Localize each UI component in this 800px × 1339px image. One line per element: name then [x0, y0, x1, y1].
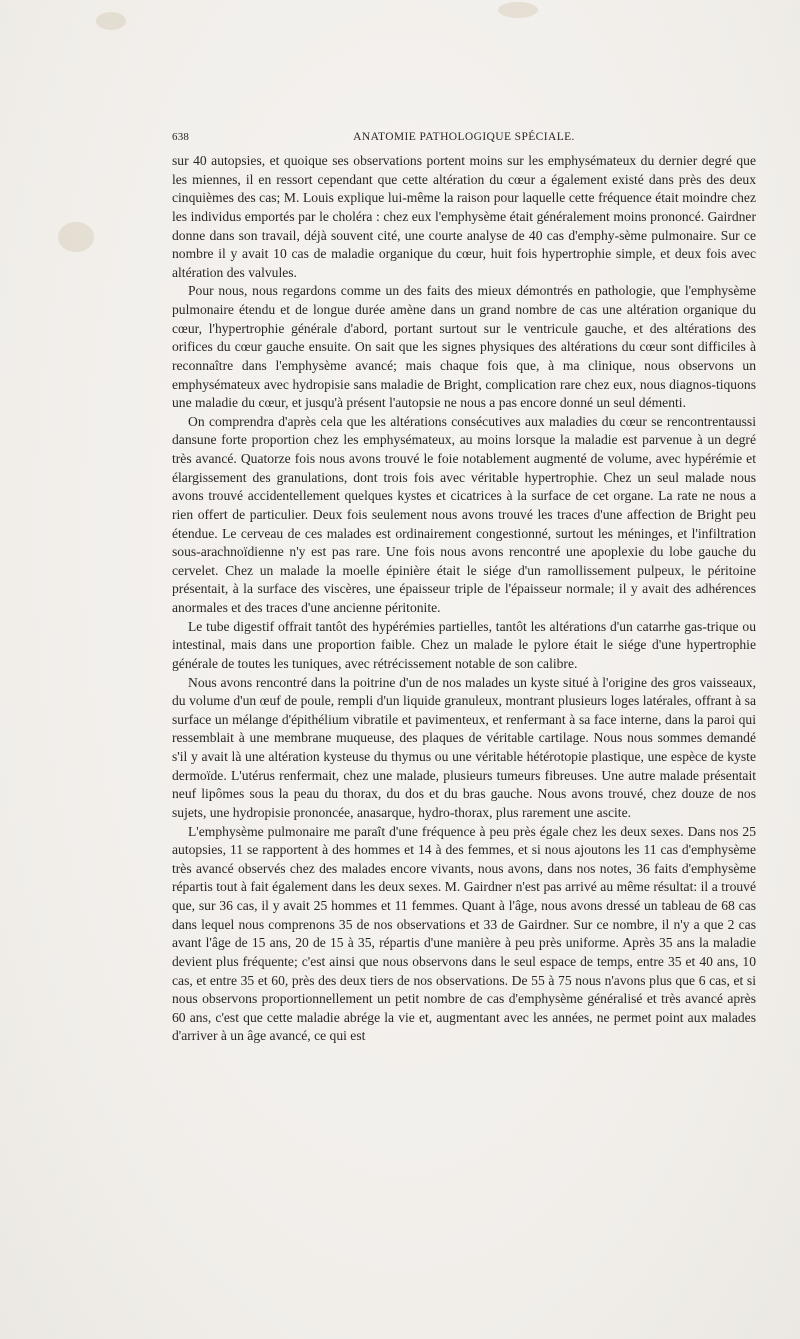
paper-stain: [498, 2, 538, 18]
body-text: [172, 152, 756, 1046]
page-header: [172, 131, 756, 151]
paragraph: Nous avons rencontré dans la poitrine d'un de nos malades un kyste situé à l'origine des gros vaisseaux, du volume d'un œuf de poule, rempli d'un liquide granuleux, montrant plusieurs loges latérales, offrant à sa surface un mélange d'épithélium vibratile et pavimenteux, et renfermant à sa face interne, dans la paroi qui ressemblait à une membrane muqueuse, des plaques de véritable cartilage. Nous nous sommes demandé s'il y avait là une altération kysteuse du thymus ou une véritable hétérotopie plastique, une espèce de kyste dermoïde. L'utérus renfermait, chez une malade, plusieurs tumeurs fibreuses. Une autre malade présentait neuf lipômes sous la peau du thorax, du dos et du bras gauche. Nous avons trouvé, chez douze de nos sujets, une hydropisie prononcée, anasarque, hydro-thorax, plus rarement une ascite.: [172, 674, 756, 820]
paragraph: L'emphysème pulmonaire me paraît d'une fréquence à peu près égale chez les deux sexes. Dans nos 25 autopsies, 11 se rapportent à des hommes et 14 à des femmes, et si nous ajoutons les 11 cas d'emphysème très avancé observés chez des malades encore vivants, nous avons, dans nos notes, 36 faits d'emphysème répartis tout à fait également dans les deux sexes. M. Gairdner n'est pas arrivé au même résultat: il a trouvé que, sur 36 cas, il y avait 25 hommes et 11 femmes. Quant à l'âge, nous avons dressé un tableau de 68 cas dans lequel nous comprenons 35 de nos observations et 33 de Gairdner. Sur ce nombre, il n'y a que 2 cas avant l'âge de 15 ans, 20 de 15 à 35, répartis d'une manière à peu près uniforme. Après 35 ans la maladie devient plus fréquente; c'est ainsi que nous observons dans le seul espace de temps, entre 35 et 40 ans, 10 cas, et entre 35 et 60, près des deux tiers de nos observations. De 55 à 75 nous n'avons plus que 6 cas, et si nous observons proportionnellement un petit nombre de cas d'emphysème généralisé et très avancé après 60 ans, c'est que cette maladie abrége la vie et, augmentant avec les années, ne permet point aux malades d'arriver à un âge avancé, ce qui est: [172, 823, 756, 1044]
paragraph: Pour nous, nous regardons comme un des faits des mieux démontrés en pathologie, que l'emphysème pulmonaire étendu et de longue durée amène dans un grand nombre de cas une altération organique du cœur, l'hypertrophie générale d'abord, portant surtout sur le ventricule gauche, et des altérations des orifices du cœur gauche ensuite. On sait que les signes physiques des altérations du cœur sont difficiles à reconnaître dans l'emphysème avancé; mais chaque fois que, à ma clinique, nous observons un emphysémateux avec hydropisie sans maladie de Bright, complication rare chez eux, nous diagnos-tiquons une maladie du cœur, et jusqu'à présent l'autopsie ne nous a pas encore donné un seul démenti.: [172, 283, 756, 411]
paragraph: Le tube digestif offrait tantôt des hypérémies partielles, tantôt les altérations d'un catarrhe gas-trique ou intestinal, mais dans une proportion faible. Chez un malade le pylore était le siége d'une hypertrophie générale de toutes les tuniques, avec rétrécissement notable de son calibre.: [172, 618, 756, 671]
paragraph: sur 40 autopsies, et quoique ses observations portent moins sur les emphysémateux du dernier degré que les miennes, il en ressort cependant que cette altération du cœur a également existé dans près des deux cinquièmes des cas; M. Louis explique lui-même la raison pour laquelle cette fréquence était moindre chez les individus emportés par le choléra : chez eux l'emphysème était généralement moins prononcé. Gairdner donne dans son travail, déjà souvent cité, une courte analyse de 40 cas d'emphy-sème pulmonaire. Sur ce nombre il y avait 10 cas de maladie organique du cœur, huit fois hypertrophie simple, et deux fois avec altération des valvules.: [172, 153, 756, 280]
paragraph: On comprendra d'après cela que les altérations consécutives aux maladies du cœur se rencontrentaussi dansune forte proportion chez les emphysémateux, au moins lorsque la maladie est parvenue à un degré très avancé. Quatorze fois nous avons trouvé le foie notablement augmenté de volume, avec hypérémie et élargissement des granulations, dont trois fois avec véritable hypertrophie. Chez un seul malade nous avons trouvé accidentellement quelques kystes et cicatrices à la surface de cet organe. La rate ne nous a rien offert de particulier. Deux fois seulement nous avons trouvé les traces d'une affection de Bright peu étendue. Le cerveau de ces malades est ordinairement congestionné, surtout les méninges, et l'infiltration sous-arachnoïdienne n'y est pas rare. Une fois nous avons rencontré une apoplexie du lobe gauche du cervelet. Chez un malade la moelle épinière était le siége d'un ramollissement pulpeux, le péritoine présentait, à la surface des viscères, une épaisseur triple de l'épaisseur normale; il y avait des adhérences anormales et des traces d'une ancienne péritonite.: [172, 413, 756, 615]
running-title: ANATOMIE PATHOLOGIQUE SPÉCIALE.: [353, 131, 575, 143]
paper-stain: [96, 12, 126, 30]
paper-stain: [58, 222, 94, 252]
page-number: 638: [172, 131, 190, 143]
